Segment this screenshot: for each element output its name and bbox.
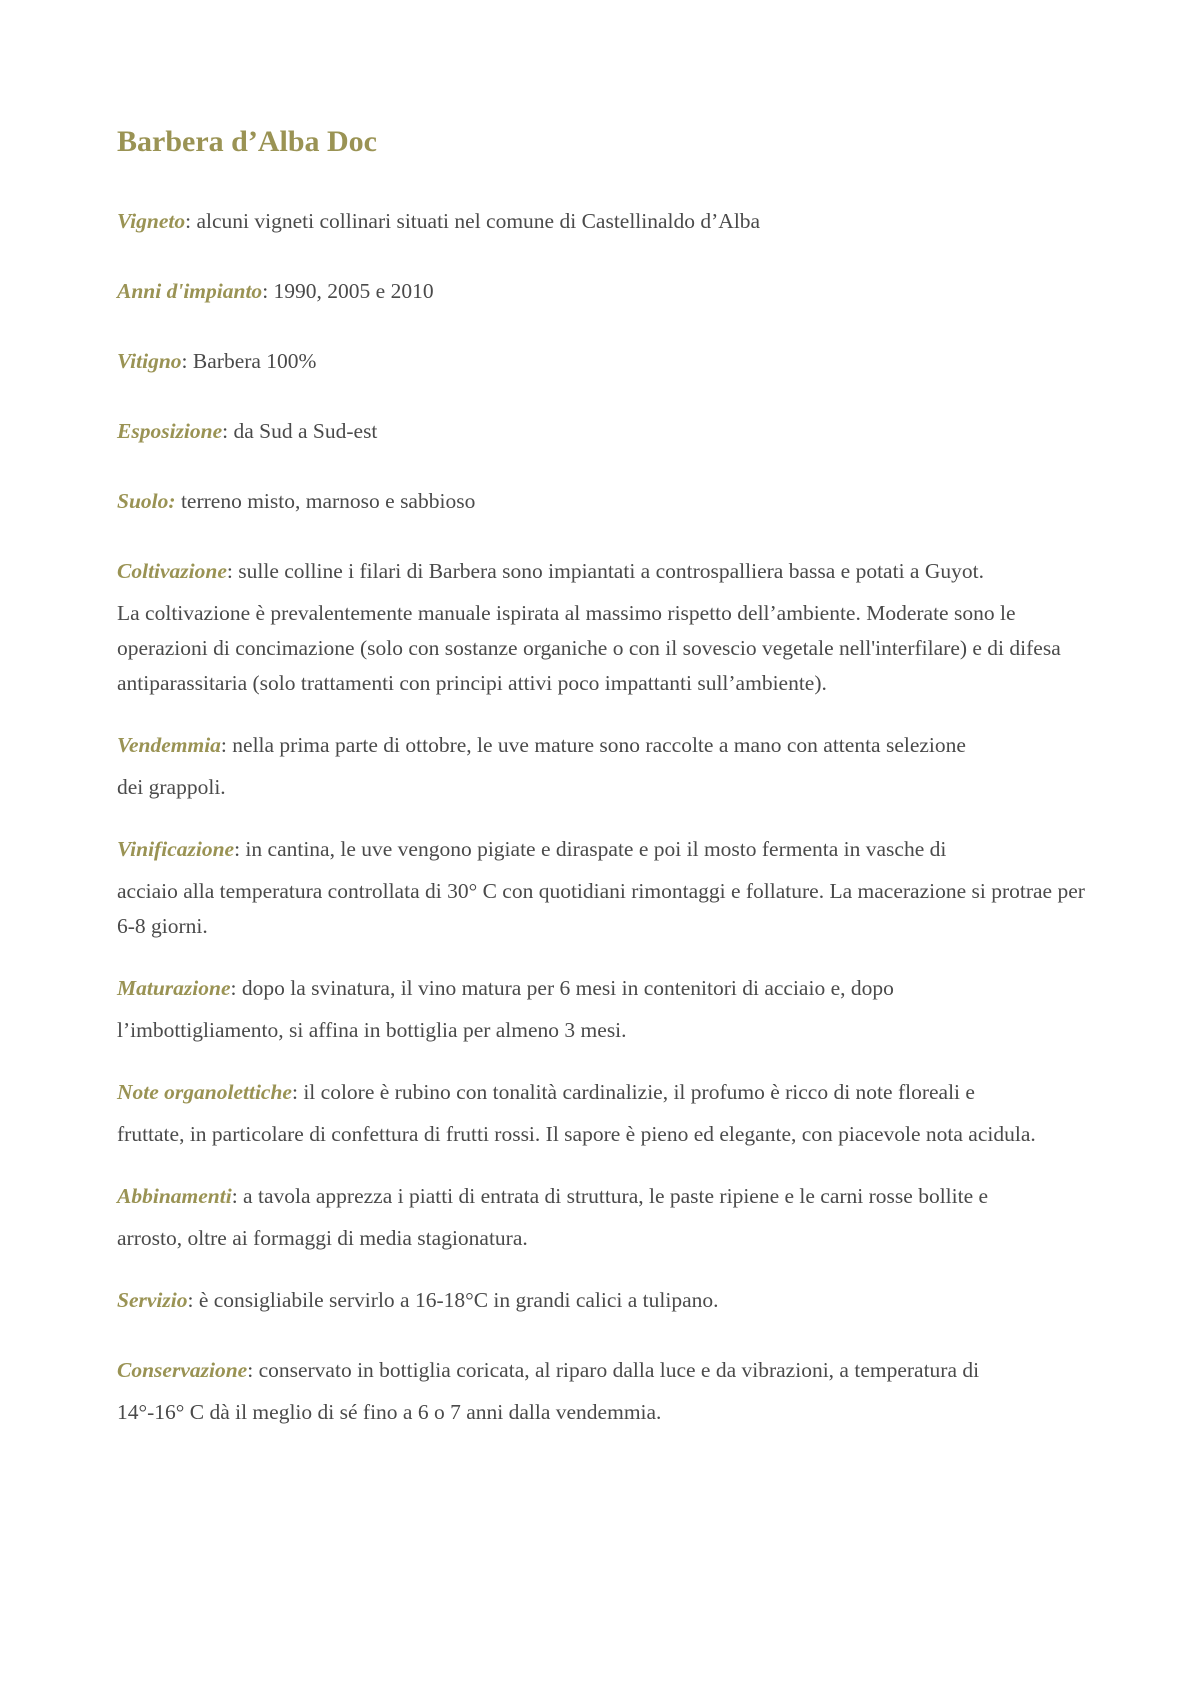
- entry-label: Anni d'impianto: [117, 279, 263, 303]
- entry-continuation: l’imbottigliamento, si affina in bottiglia per almeno 3 mesi.: [117, 1018, 627, 1042]
- entry-conservazione: [117, 1353, 1092, 1430]
- entry-label: Note organolettiche: [117, 1080, 292, 1104]
- entry-continuation: fruttate, in particolare di confettura di frutti rossi. Il sapore è pieno ed elegante, con piacevole nota acidula.: [117, 1122, 1036, 1146]
- entry-text: : a tavola apprezza i piatti di entrata di struttura, le paste ripiene e le carni rosse bollite e: [231, 1184, 989, 1208]
- entry-continuation: dei grappoli.: [117, 775, 226, 799]
- entry-continuation: La coltivazione è prevalentemente manuale ispirata al massimo rispetto dell’ambiente. Moderate sono le operazioni di concimazione (solo con sostanze organiche o con il sovescio vegetale nell'interfilare) e di difesa antiparassitaria (solo trattamenti con principi attivi poco impattanti sull’ambiente).: [117, 601, 1061, 695]
- entry-label: Vitigno: [117, 349, 182, 373]
- entry-text: : in cantina, le uve vengono pigiate e diraspate e poi il mosto fermenta in vasche di: [234, 837, 947, 861]
- entry-label: Esposizione: [117, 419, 223, 443]
- entry-label: Abbinamenti: [117, 1184, 232, 1208]
- entry-vinificazione: [117, 832, 1092, 944]
- entry-text: : conservato in bottiglia coricata, al riparo dalla luce e da vibrazioni, a temperatura di: [247, 1358, 980, 1382]
- entry-label: Suolo:: [117, 489, 176, 513]
- entry-text: : Barbera 100%: [181, 349, 317, 373]
- entry-esposizione: [117, 414, 1092, 449]
- entry-label: Vinificazione: [117, 837, 235, 861]
- entry-text: : il colore è rubino con tonalità cardinalizie, il profumo è ricco di note floreali e: [291, 1080, 975, 1104]
- document-page: [117, 118, 1092, 1457]
- entry-coltivazione: [117, 554, 1092, 701]
- entry-vitigno: [117, 344, 1092, 379]
- entry-label: Coltivazione: [117, 559, 227, 583]
- entry-vendemmia: [117, 728, 1092, 805]
- entry-anni-impianto: [117, 274, 1092, 309]
- entry-label: Vigneto: [117, 209, 186, 233]
- entry-note-organolettiche: [117, 1075, 1092, 1152]
- entry-continuation: arrosto, oltre ai formaggi di media stagionatura.: [117, 1226, 528, 1250]
- entry-maturazione: [117, 971, 1092, 1048]
- entry-text: : nella prima parte di ottobre, le uve mature sono raccolte a mano con attenta selezione: [220, 733, 966, 757]
- entry-continuation: 14°-16° C dà il meglio di sé fino a 6 o 7 anni dalla vendemmia.: [117, 1400, 662, 1424]
- entry-vigneto: [117, 204, 1092, 239]
- document-title: Barbera d’Alba Doc: [117, 125, 377, 158]
- entry-text: terreno misto, marnoso e sabbioso: [175, 489, 476, 513]
- entry-text: : dopo la svinatura, il vino matura per 6 mesi in contenitori di acciaio e, dopo: [230, 976, 894, 1000]
- entry-suolo: [117, 484, 1092, 519]
- entry-label: Servizio: [117, 1288, 188, 1312]
- entry-text: : è consigliabile servirlo a 16-18°C in grandi calici a tulipano.: [187, 1288, 719, 1312]
- entry-continuation: acciaio alla temperatura controllata di 30° C con quotidiani rimontaggi e follature. La macerazione si protrae per 6-8 giorni.: [117, 879, 1085, 938]
- entry-label: Vendemmia: [117, 733, 221, 757]
- entry-servizio: [117, 1283, 1092, 1318]
- entry-label: Conservazione: [117, 1358, 248, 1382]
- entry-abbinamenti: [117, 1179, 1092, 1256]
- entry-text: : sulle colline i filari di Barbera sono impiantati a controspalliera bassa e potati a Guyot.: [226, 559, 984, 583]
- entry-label: Maturazione: [117, 976, 231, 1000]
- entry-text: : 1990, 2005 e 2010: [262, 279, 434, 303]
- entry-text: : alcuni vigneti collinari situati nel comune di Castellinaldo d’Alba: [185, 209, 761, 233]
- entry-text: : da Sud a Sud-est: [222, 419, 378, 443]
